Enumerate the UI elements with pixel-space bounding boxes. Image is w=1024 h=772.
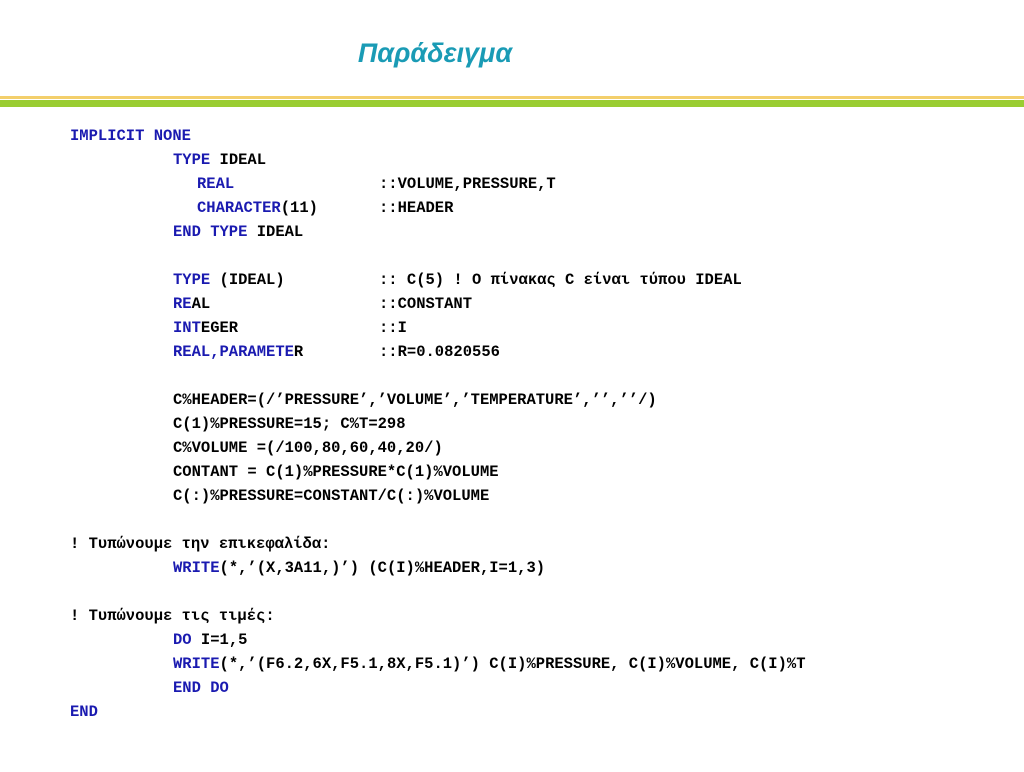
code-line xyxy=(0,220,1024,244)
keyword: END DO xyxy=(173,679,229,697)
comment-text: ! Τυπώνουμε τις τιμές: xyxy=(70,607,275,625)
code-line xyxy=(0,268,1024,292)
keyword: IMPLICIT NONE xyxy=(70,127,191,145)
code-text: ::I xyxy=(379,319,407,337)
code-text: R xyxy=(293,343,304,361)
code-text: ::HEADER xyxy=(379,199,454,217)
code-line xyxy=(0,292,1024,316)
code-line xyxy=(0,556,1024,580)
code-line xyxy=(0,316,1024,340)
code-text: :: C(5) ! Ο πίνακας C είναι τύπου IDEAL xyxy=(379,271,742,289)
code-line xyxy=(0,124,1024,148)
keyword: RE xyxy=(173,295,192,313)
code-text: ::R=0.0820556 xyxy=(379,343,500,361)
blank-line xyxy=(0,580,1024,604)
code-text: C%VOLUME =(/100,80,60,40,20/) xyxy=(173,439,443,457)
code-line xyxy=(0,412,1024,436)
code-text: (11) xyxy=(280,199,318,217)
page-title: Παράδειγμα xyxy=(357,38,513,68)
code-text: I=1,5 xyxy=(191,631,248,649)
code-line xyxy=(0,388,1024,412)
code-listing xyxy=(0,124,1024,724)
code-text: AL xyxy=(191,295,211,313)
keyword: TYPE xyxy=(173,151,211,169)
code-line xyxy=(0,340,1024,364)
keyword: REAL xyxy=(197,175,235,193)
code-line xyxy=(0,460,1024,484)
code-text: ::CONSTANT xyxy=(379,295,473,313)
code-line xyxy=(0,148,1024,172)
comment-text: ! Τυπώνουμε την επικεφαλίδα: xyxy=(70,535,331,553)
blank-line xyxy=(0,508,1024,532)
code-comment xyxy=(0,604,1024,628)
code-text: ::VOLUME,PRESSURE,T xyxy=(379,175,556,193)
code-text: EGER xyxy=(200,319,239,337)
code-line xyxy=(0,484,1024,508)
code-text: CONTANT = C(1)%PRESSURE*C(1)%VOLUME xyxy=(173,463,499,481)
code-line xyxy=(0,700,1024,724)
keyword: END TYPE xyxy=(173,223,248,241)
keyword: TYPE xyxy=(173,271,211,289)
keyword: END xyxy=(70,703,98,721)
code-text: (*,’(F6.2,6X,F5.1,8X,F5.1)’) C(I)%PRESSURE, C(I)%VOLUME, C(I)%T xyxy=(219,655,806,673)
code-line xyxy=(0,652,1024,676)
keyword: INT xyxy=(173,319,201,337)
code-text: IDEAL xyxy=(247,223,304,241)
keyword: WRITE xyxy=(173,559,220,577)
code-text: C(:)%PRESSURE=CONSTANT/C(:)%VOLUME xyxy=(173,487,490,505)
keyword: DO xyxy=(173,631,192,649)
code-line xyxy=(0,676,1024,700)
code-line xyxy=(0,436,1024,460)
divider-top xyxy=(0,96,1024,99)
code-text: C(1)%PRESSURE=15; C%T=298 xyxy=(173,415,406,433)
blank-line xyxy=(0,244,1024,268)
code-text: C%HEADER=(/’PRESSURE’,’VOLUME’,’TEMPERATURE’,’’,’’/) xyxy=(173,391,657,409)
code-comment xyxy=(0,532,1024,556)
keyword: WRITE xyxy=(173,655,220,673)
keyword: CHARACTER xyxy=(197,199,281,217)
code-text: (*,’(X,3A11,)’) (C(I)%HEADER,I=1,3) xyxy=(219,559,546,577)
code-text: IDEAL xyxy=(210,151,267,169)
code-text: (IDEAL) xyxy=(210,271,285,289)
blank-line xyxy=(0,364,1024,388)
code-line xyxy=(0,628,1024,652)
keyword: REAL,PARAMETE xyxy=(173,343,294,361)
code-line xyxy=(0,196,1024,220)
divider-bottom xyxy=(0,100,1024,107)
code-line xyxy=(0,172,1024,196)
